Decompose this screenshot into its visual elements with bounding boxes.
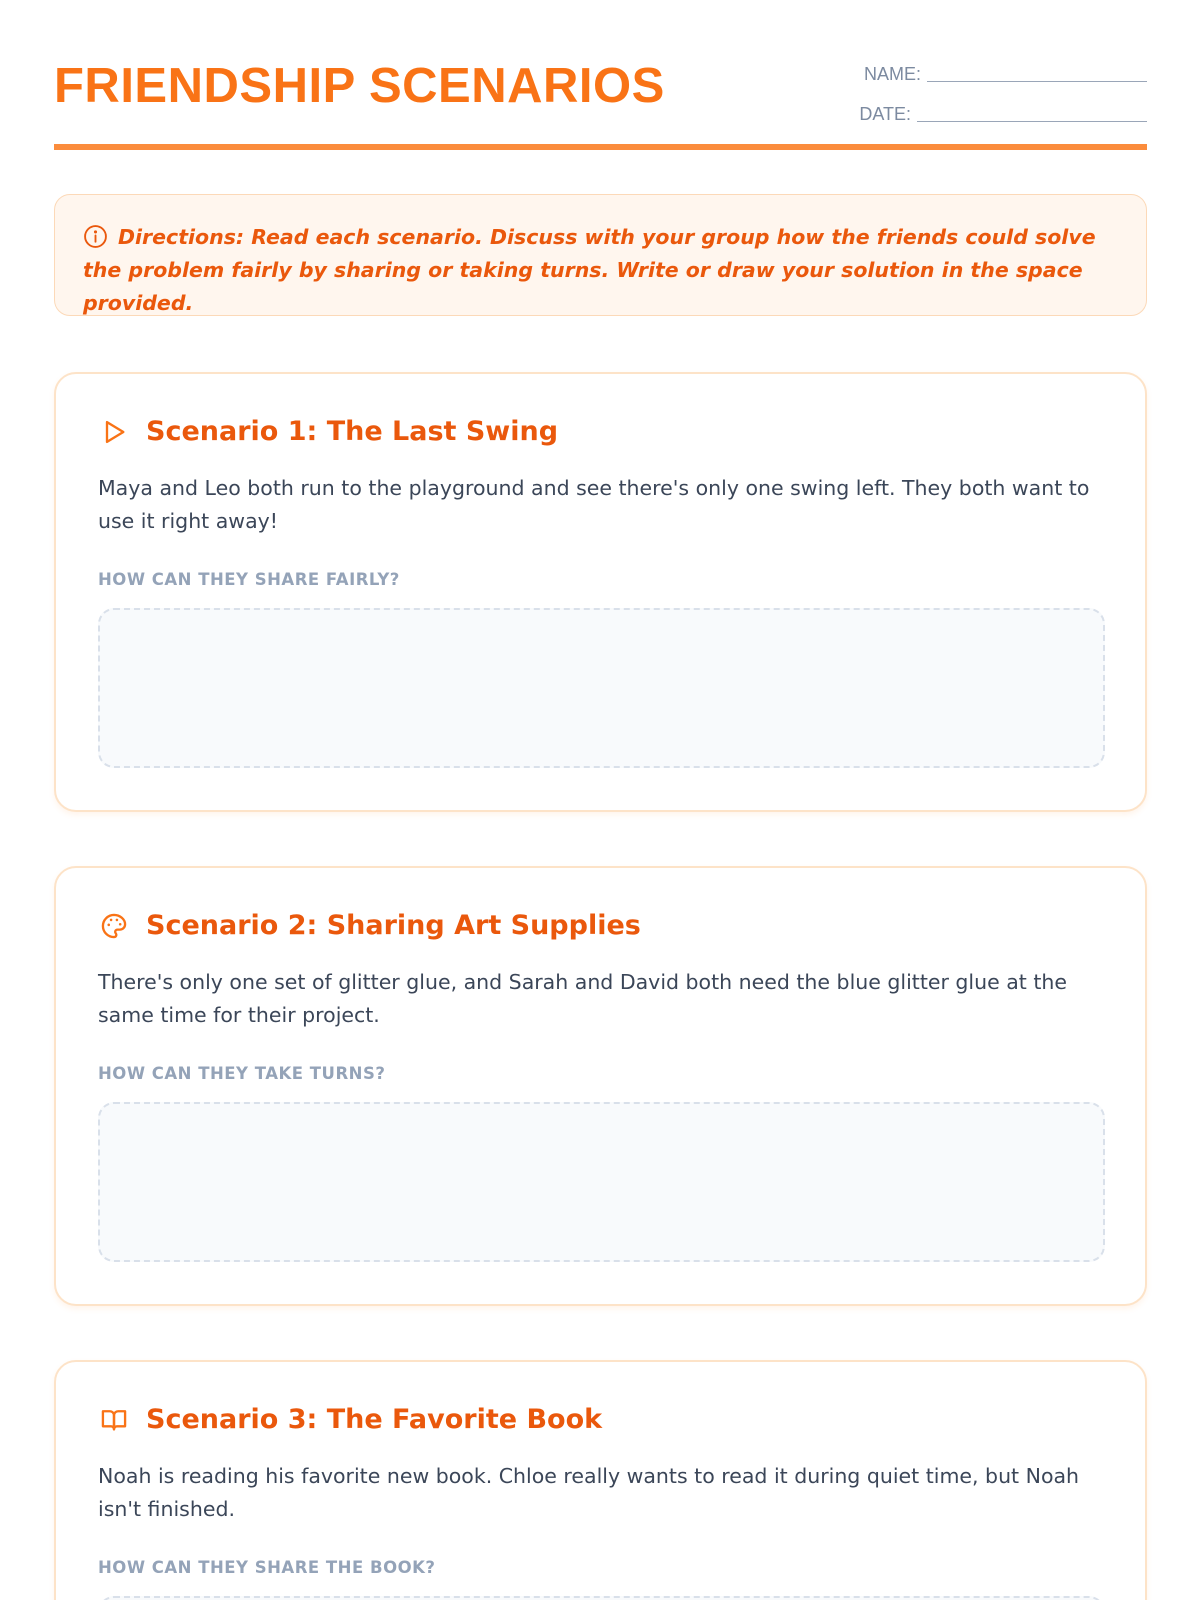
- page-title: FRIENDSHIP SCENARIOS: [54, 59, 665, 113]
- name-row: [837, 54, 1147, 94]
- scenario-description: Maya and Leo both run to the playground and see there's only one swing left. They both want to use it right away!: [98, 476, 1090, 533]
- name-label: NAME:: [863, 63, 921, 84]
- answer-box[interactable]: [98, 1596, 1105, 1600]
- scenario-title: Scenario 1: The Last Swing: [146, 416, 559, 447]
- scenario-title-row: [100, 1404, 602, 1435]
- scenario-title: Scenario 3: The Favorite Book: [146, 1404, 603, 1435]
- directions-box: [54, 194, 1147, 316]
- date-label: DATE:: [859, 103, 911, 124]
- worksheet-header: [54, 40, 1147, 150]
- answer-box[interactable]: [98, 608, 1105, 768]
- scenario-description: There's only one set of glitter glue, and Sarah and David both need the blue glitter glue at the same time for their project.: [98, 970, 1068, 1027]
- student-info: [837, 54, 1147, 134]
- scenario-prompt: HOW CAN THEY SHARE THE BOOK?: [98, 1558, 436, 1577]
- info-icon: [83, 224, 108, 249]
- scenario-card-1: [54, 372, 1147, 812]
- answer-box[interactable]: [98, 1102, 1105, 1262]
- play-icon: [100, 418, 128, 446]
- scenario-description: Noah is reading his favorite new book. Chloe really wants to read it during quiet time, but Noah isn't finished.: [98, 1464, 1080, 1521]
- scenario-card-2: [54, 866, 1147, 1306]
- scenario-title: Scenario 2: Sharing Art Supplies: [146, 910, 641, 941]
- scenario-title-row: [100, 416, 558, 447]
- scenario-title-row: [100, 910, 641, 941]
- palette-icon: [100, 912, 128, 940]
- directions-text: Directions: Read each scenario. Discuss with your group how the friends could solve the problem fairly by sharing or taking turns. Write or draw your solution in the space provided.: [83, 225, 1096, 315]
- scenario-prompt: HOW CAN THEY SHARE FAIRLY?: [98, 570, 400, 589]
- date-field[interactable]: [917, 121, 1147, 122]
- scenario-prompt: HOW CAN THEY TAKE TURNS?: [98, 1064, 386, 1083]
- name-field[interactable]: [927, 81, 1147, 82]
- book-icon: [100, 1406, 128, 1434]
- date-row: [837, 94, 1147, 134]
- scenario-card-3: [54, 1360, 1147, 1600]
